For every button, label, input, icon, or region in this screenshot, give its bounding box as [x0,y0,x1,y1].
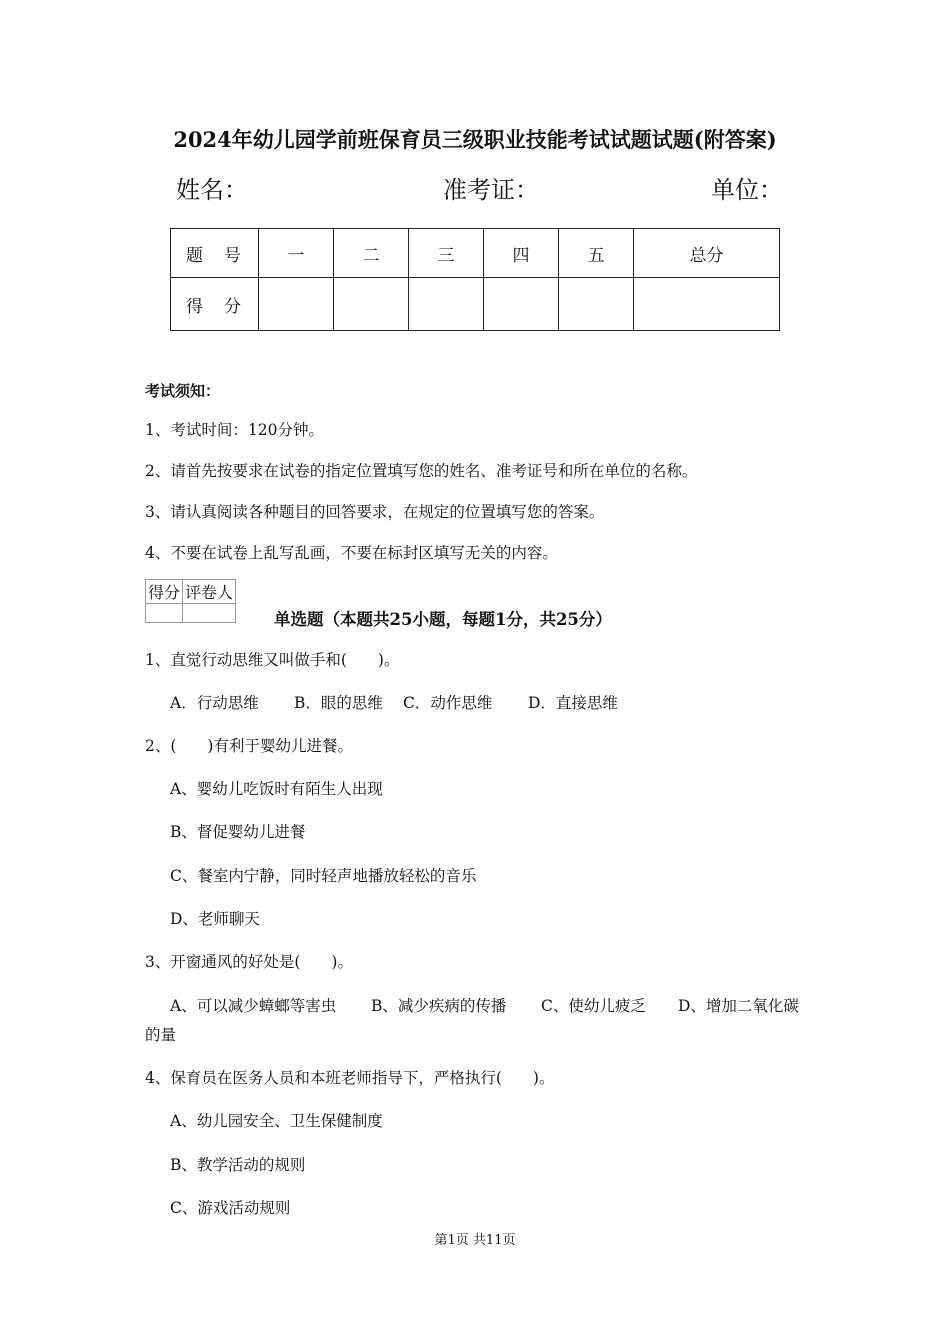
name-field-label: 姓名： [176,176,248,204]
section-title: 单选题（本题共25小题，每题1分，共25分） [274,610,612,629]
q2-option-d: D、老师聊天 [170,910,260,928]
notice-item: 3、请认真阅读各种题目的回答要求，在规定的位置填写您的答案。 [145,503,605,521]
score-table-header-cell: 三 [409,229,484,278]
q3-option-d: D、增加二氧化碳 [678,997,799,1015]
page-title: 2024年幼儿园学前班保育员三级职业技能考试试题试题(附答案) [173,127,777,152]
q1-option-c: C．动作思维 [403,694,493,712]
score-cell[interactable] [634,278,780,331]
unit-field-label: 单位： [711,176,783,204]
score-table-header-label: 题 号 [171,229,259,278]
notice-item: 4、不要在试卷上乱写乱画，不要在标封区填写无关的内容。 [145,544,558,562]
score-table-header-row [171,229,780,278]
q2-option-b: B、督促婴幼儿进餐 [170,823,306,841]
question-4: 4、保育员在医务人员和本班老师指导下，严格执行( )。 [145,1069,555,1087]
score-cell[interactable] [484,278,559,331]
question-3: 3、开窗通风的好处是( )。 [145,953,353,971]
score-table-header-cell: 二 [334,229,409,278]
page-footer: 第1页 共11页 [434,1233,516,1248]
score-table-header-cell: 一 [259,229,334,278]
grader-box [145,579,236,623]
grader-score-cell[interactable] [146,604,183,623]
notice-item: 1、考试时间：120分钟。 [145,421,324,439]
score-table-header-cell: 总分 [634,229,780,278]
question-1: 1、直觉行动思维又叫做手和( )。 [145,651,400,669]
score-cell[interactable] [409,278,484,331]
q2-option-a: A、婴幼儿吃饭时有陌生人出现 [170,780,383,798]
grader-reviewer-cell[interactable] [183,604,236,623]
q2-option-c: C、餐室内宁静，同时轻声地播放轻松的音乐 [170,867,477,885]
q3-option-a: A、可以减少蟑螂等害虫 [170,997,337,1015]
exam-number-field-label: 准考证： [443,176,539,204]
score-table-row-label: 得 分 [171,278,259,331]
q3-option-c: C、使幼儿疲乏 [541,997,646,1015]
score-cell[interactable] [559,278,634,331]
q1-option-b: B．眼的思维 [294,694,383,712]
score-table-header-cell: 五 [559,229,634,278]
score-cell[interactable] [259,278,334,331]
notice-heading: 考试须知： [145,382,221,400]
score-cell[interactable] [334,278,409,331]
q4-option-a: A、幼儿园安全、卫生保健制度 [170,1112,383,1130]
q3-option-d-continued: 的量 [145,1026,177,1044]
q4-option-b: B、教学活动的规则 [170,1156,306,1174]
q1-option-d: D．直接思维 [528,694,618,712]
grader-score-label: 得分 [146,580,183,604]
score-table [170,228,780,331]
score-table-header-cell: 四 [484,229,559,278]
q3-option-b: B、减少疾病的传播 [371,997,507,1015]
score-table-score-row [171,278,780,331]
q1-option-a: A．行动思维 [170,694,259,712]
question-2: 2、( )有利于婴幼儿进餐。 [145,737,353,755]
grader-reviewer-label: 评卷人 [183,580,236,604]
notice-item: 2、请首先按要求在试卷的指定位置填写您的姓名、准考证号和所在单位的名称。 [145,462,698,480]
q4-option-c: C、游戏活动规则 [170,1199,291,1217]
